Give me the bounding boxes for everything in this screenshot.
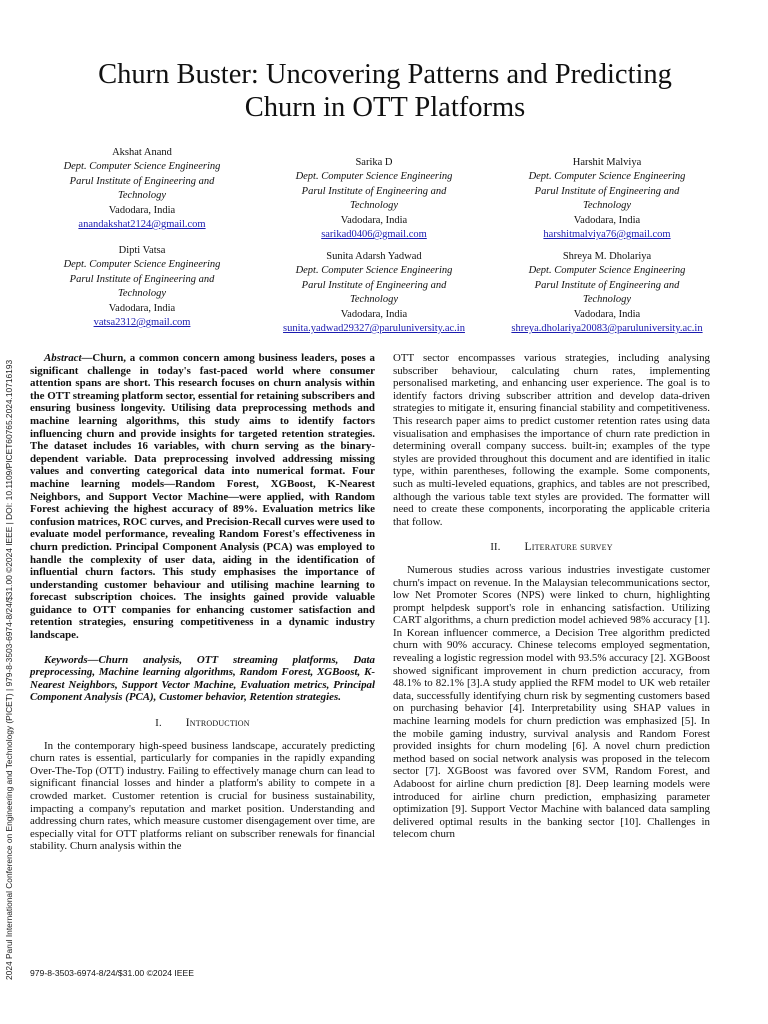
author-institute: Parul Institute of Engineering and <box>301 185 447 197</box>
abstract-lead: Abstract <box>44 352 82 364</box>
author-block-1 <box>42 146 242 232</box>
author-dept: Dept. Computer Science Engineering <box>528 265 686 277</box>
author-institute-cont: Technology <box>349 294 399 306</box>
side-citation-text: 2024 Parul International Conference on Engineering and Technology (PICET) | 979-8-3503-6974-8/24/$31.00 ©2024 IEEE | DOI: 10.1109/PICET60765.2024.10716193 <box>4 359 14 980</box>
author-institute: Parul Institute of Engineering and <box>301 279 447 291</box>
author-institute: Parul Institute of Engineering and <box>534 279 680 291</box>
author-institute-cont: Technology <box>582 294 632 306</box>
section-heading-literature-survey <box>393 541 710 555</box>
section-title: Literature survey <box>524 541 613 554</box>
author-email-link[interactable]: shreya.dholariya20083@paruluniversity.ac.in <box>511 323 703 335</box>
author-location: Vadodara, India <box>108 204 176 216</box>
abstract-body: —Churn, a common concern among business leaders, poses a significant challenge in today's fast-paced world where consumer attention spans are short. This research focuses on churn analysis within the OTT streaming platform sector, essential for retaining subscribers and ensuring business longevity. Utilising data preprocessing methods and machine learning algorithms, this study aims to identify factors influencing churn and provide insights for targeted retention strategies. The dataset includes 16 variables, with churn serving as the binary-dependent variable. Data preprocessing involved addressing missing values and converting categorical data into numerical format. Four machine learning models—Random Forest, XGBoost, K-Nearest Neighbors, and Support Vector Machine—were applied, with Random Forest achieving the highest accuracy of 89%. Evaluation metrics like confusion matrices, ROC curves, and Precision-Recall curves were used to evaluate model performance, revealing Random Forest's effectiveness in churn prediction. Principal Component Analysis (PCA) was employed to handle the complexity of user data, aiding in the identification of influential churn factors. This study emphasises the importance of understanding customer behaviour and utilising machine learning to forecast subscription choices. The insights gained provide valuable guidance to OTT companies for enhancing customer satisfaction and retention strategies, ensuring competitiveness in a dynamic industry landscape. <box>30 352 375 642</box>
side-citation <box>4 300 18 980</box>
abstract <box>30 352 375 642</box>
author-name: Harshit Malviya <box>572 157 642 168</box>
author-institute-cont: Technology <box>117 288 167 300</box>
copyright-footer: 979-8-3503-6974-8/24/$31.00 ©2024 IEEE <box>30 968 195 978</box>
author-location: Vadodara, India <box>340 308 408 320</box>
author-email-link[interactable]: vatsa2312@gmail.com <box>93 317 191 329</box>
author-institute: Parul Institute of Engineering and <box>69 273 215 285</box>
right-column <box>393 352 710 841</box>
title-line-1: Churn Buster: Uncovering Patterns and Predicting <box>98 59 672 90</box>
author-block-4 <box>42 244 242 330</box>
author-dept: Dept. Computer Science Engineering <box>295 265 453 277</box>
author-name: Shreya M. Dholariya <box>562 251 652 262</box>
author-location: Vadodara, India <box>573 308 641 320</box>
author-location: Vadodara, India <box>573 214 641 226</box>
author-block-3 <box>507 156 707 242</box>
author-dept: Dept. Computer Science Engineering <box>63 259 221 271</box>
author-block-2 <box>274 156 474 242</box>
author-institute-cont: Technology <box>117 190 167 202</box>
author-institute-cont: Technology <box>349 200 399 212</box>
author-dept: Dept. Computer Science Engineering <box>528 171 686 183</box>
author-location: Vadodara, India <box>340 214 408 226</box>
author-name: Dipti Vatsa <box>118 245 166 256</box>
keywords-body: —Churn analysis, OTT streaming platforms, Data preprocessing, Machine learning algorithms, Random Forest, XGBoost, K-Nearest Neighbors, Support Vector Machine, Evaluation metrics, Principal Component Analysis (PCA), Customer behavior, Retention strategies. <box>30 653 375 704</box>
author-email-link[interactable]: sarikad0406@gmail.com <box>321 229 427 241</box>
author-name: Akshat Anand <box>112 147 172 158</box>
section-number: I. <box>155 718 162 730</box>
author-institute: Parul Institute of Engineering and <box>69 175 215 187</box>
author-location: Vadodara, India <box>108 302 176 314</box>
introduction-paragraph: In the contemporary high-speed business landscape, accurately predicting churn rates is essential, particularly for companies in the rapidly expanding Over-The-Top (OTT) industry. Failing to effectively manage churn can lead to significant financial losses and hinder a platform's ability to compete in a crowded market. Customer retention is crucial for business sustainability, impacting a company's reputation and market position. Understanding and addressing churn rates, which measure customer disengagement over time, are especially vital for OTT platforms reliant on subscriber renewals for financial stability. Churn analysis within the <box>30 739 375 853</box>
author-dept: Dept. Computer Science Engineering <box>63 161 221 173</box>
introduction-continued-paragraph: OTT sector encompasses various strategies, including analysing subscriber behaviour, calculating churn rates, implementing personalised marketing, and enhancing user experience. The goal is to identify factors driving subscriber attrition and develop data-driven strategies to mitigate it, ensuring financial stability and competitiveness. This research paper aims to predict customer retention rates using data visualisation and emphasises the importance of churn rate prediction in determining overall company success. built-in; examples of the type styles are provided throughout this document and are identified in italic type, within parentheses, following the example. Some components, such as multi-leveled equations, graphics, and tables are not prescribed, although the various table text styles are provided. The formatter will need to create these components, incorporating the applicable criteria that follow. <box>393 352 710 528</box>
paper-title <box>40 58 730 124</box>
author-email-link[interactable]: anandakshat2124@gmail.com <box>78 219 206 231</box>
section-number: II. <box>490 542 501 554</box>
author-institute-cont: Technology <box>582 200 632 212</box>
keywords <box>30 654 375 704</box>
author-email-link[interactable]: harshitmalviya76@gmail.com <box>543 229 671 241</box>
author-dept: Dept. Computer Science Engineering <box>295 171 453 183</box>
section-heading-introduction <box>30 717 375 731</box>
author-name: Sarika D <box>355 157 393 168</box>
author-name: Sunita Adarsh Yadwad <box>326 251 422 262</box>
author-institute: Parul Institute of Engineering and <box>534 185 680 197</box>
author-block-5 <box>274 250 474 336</box>
title-line-2: Churn in OTT Platforms <box>244 92 526 123</box>
author-email-link[interactable]: sunita.yadwad29327@paruluniversity.ac.in <box>283 323 465 335</box>
literature-survey-paragraph: Numerous studies across various industries investigate customer churn's impact on revenue. In the Malaysian telecommunications sector, low Net Promoter Scores (NPS) were linked to churn, highlighting prompt helpdesk support's role in enhancing satisfaction. Utilizing CART algorithms, a churn prediction model achieved 98% accuracy [1]. In Korean influencer commerce, a Decision Tree algorithm predicted churn with 90% accuracy. Chinese telecoms employed segmentation, revealing a logistic regression model with 93.5% accuracy [2]. XGBoost showed significant improvement in churn prediction accuracy, from 48.1% to 82.1% [3].A study applied the RFM model to UK web retailer data, successfully identifying churn risk by segmenting customers based on purchasing behavior [4]. Interpretability using SHAP values in machine learning models for churn prediction was emphasized [5]. In the mobile gaming industry, survival analysis and Random Forest provided insights for churn modeling [6]. A novel churn prediction method based on social network analysis was proposed in the telecom sector [7]. XGBoost was favored over SVM, Random Forest, and Adaboost for airline churn prediction [8]. Deep learning models were introduced for airline churn prediction, emphasizing parameter optimization [9]. Support Vector Machine with balanced data sampling delivered optimal results in the banking sector [10]. Challenges in telecom churn <box>393 563 710 841</box>
keywords-lead: Keywords <box>44 653 88 666</box>
section-title: Introduction <box>185 717 250 730</box>
left-column <box>30 352 375 853</box>
author-block-6 <box>507 250 707 336</box>
